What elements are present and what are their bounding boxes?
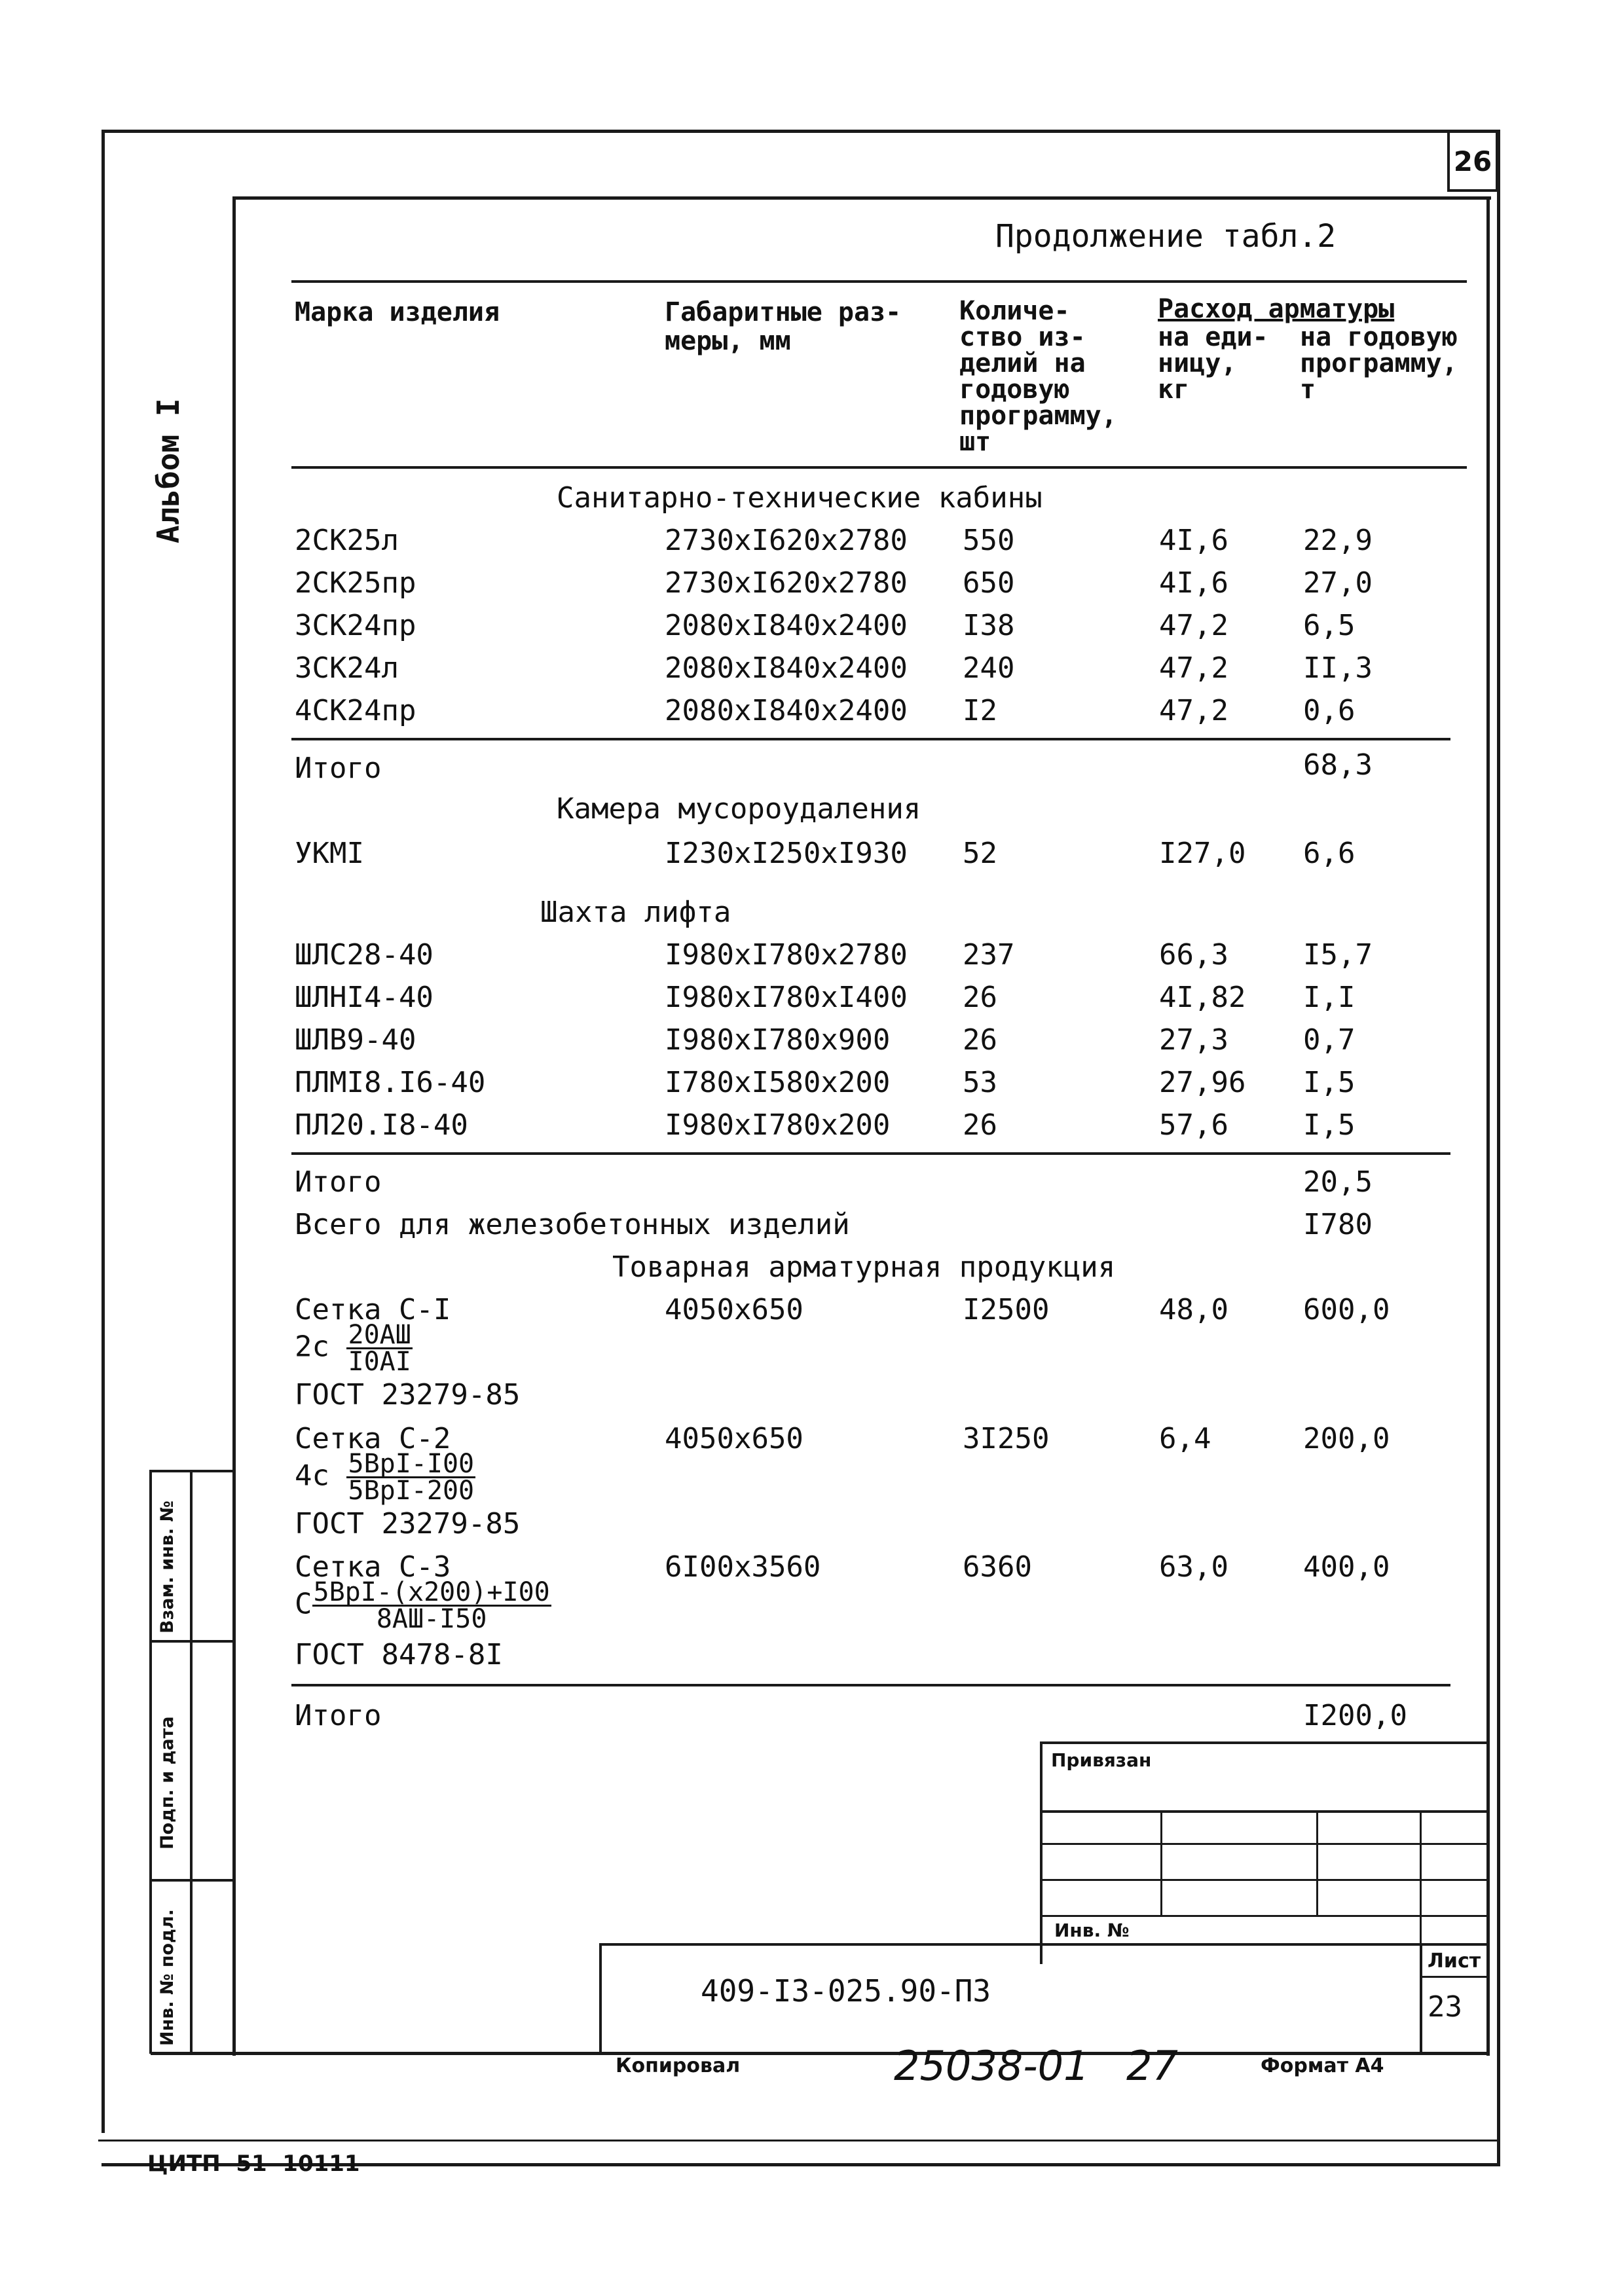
cell-mark: ПЛМI8.I6-40 bbox=[295, 1066, 486, 1099]
tb-sheet-div bbox=[1420, 1976, 1490, 1978]
cell-per-program: 0,6 bbox=[1303, 694, 1356, 727]
cell-qty: 26 bbox=[963, 1023, 997, 1057]
tb-doc-code: 409-I3-025.90-ПЗ bbox=[701, 1973, 991, 2009]
item-name: Сетка С-3 bbox=[295, 1550, 451, 1584]
footer-hand-number: 25038-01 bbox=[894, 2042, 1090, 2090]
cell-per-unit: 27,96 bbox=[1159, 1066, 1246, 1099]
cell-dims: I980хI780х900 bbox=[665, 1023, 891, 1057]
cell-dims: 2080хI840х2400 bbox=[665, 651, 908, 685]
inner-frame-left bbox=[232, 196, 236, 2056]
cell-per-program: 27,0 bbox=[1303, 566, 1373, 600]
lift-total-value: 20,5 bbox=[1303, 1165, 1373, 1199]
item-gost: ГОСТ 23279-85 bbox=[295, 1378, 521, 1412]
cell-per-program: 6,5 bbox=[1303, 609, 1356, 642]
cell-per-unit: 47,2 bbox=[1159, 609, 1228, 642]
cell-qty: I2 bbox=[963, 694, 997, 727]
outer-frame-top bbox=[101, 130, 1500, 133]
formula-denominator: 8АШ-I50 bbox=[376, 1604, 487, 1634]
cell-per-unit: 66,3 bbox=[1159, 938, 1228, 972]
cell-qty: 26 bbox=[963, 1108, 997, 1142]
header-mark: Марка изделия bbox=[295, 297, 500, 327]
page-number-top: 26 bbox=[1453, 145, 1492, 177]
cell-qty: 240 bbox=[963, 651, 1015, 685]
formula-numerator: 20АШ bbox=[348, 1320, 411, 1350]
cell-mark: УКМI bbox=[295, 837, 364, 870]
cell-per-unit: 48,0 bbox=[1159, 1293, 1228, 1326]
item-gost: ГОСТ 8478-8I bbox=[295, 1638, 503, 1671]
section-title-lift: Шахта лифта bbox=[540, 896, 731, 929]
sanitary-total-label: Итого bbox=[295, 752, 382, 785]
cell-per-unit: 27,3 bbox=[1159, 1023, 1228, 1057]
cell-dims: I980хI780х2780 bbox=[665, 938, 908, 972]
cell-mark: ШЛС28-40 bbox=[295, 938, 434, 972]
outer-frame-left bbox=[101, 130, 105, 2133]
footer-publisher: ЦИТП 51 10111 bbox=[147, 2151, 360, 2177]
side-stamp-podp: Подп. и дата bbox=[157, 1716, 177, 1850]
cell-mark: 4СК24пр bbox=[295, 694, 416, 727]
cell-per-program: I,5 bbox=[1303, 1108, 1356, 1142]
album-label: Альбом I bbox=[151, 398, 186, 543]
cell-mark: 2СК25л bbox=[295, 524, 399, 557]
cell-per-unit: 47,2 bbox=[1159, 694, 1228, 727]
outer-frame-right bbox=[1497, 130, 1500, 2166]
formula-prefix: 4с bbox=[295, 1459, 329, 1493]
cell-dims: I980хI780хI400 bbox=[665, 981, 908, 1014]
footer-rule bbox=[98, 2140, 1500, 2141]
item-name: Сетка С-I bbox=[295, 1293, 451, 1326]
cell-mark: 3СК24л bbox=[295, 651, 399, 685]
footer-copied: Копировал bbox=[616, 2054, 741, 2077]
tb-row2 bbox=[1040, 1843, 1490, 1845]
cell-qty: I2500 bbox=[963, 1293, 1050, 1326]
side-stamp-mid bbox=[190, 1470, 193, 2054]
cell-per-program: 0,7 bbox=[1303, 1023, 1356, 1057]
cell-per-unit: 6,4 bbox=[1159, 1422, 1211, 1455]
cell-dims: 2730хI620х2780 bbox=[665, 566, 908, 600]
header-rebar-group: Расход арматуры bbox=[1158, 294, 1395, 324]
tb-col1 bbox=[1160, 1810, 1162, 1916]
header-qty: Количе- ство из- делий на годовую программу, шт bbox=[959, 296, 1117, 457]
commercial-total-rule bbox=[291, 1684, 1450, 1686]
cell-dims: 2080хI840х2400 bbox=[665, 694, 908, 727]
cell-per-program: I,I bbox=[1303, 981, 1356, 1014]
cell-qty: 26 bbox=[963, 981, 997, 1014]
cell-dims: 2080хI840х2400 bbox=[665, 609, 908, 642]
tb-row1 bbox=[1040, 1810, 1490, 1813]
cell-qty: 237 bbox=[963, 938, 1015, 972]
cell-dims: 4050х650 bbox=[665, 1293, 803, 1326]
cell-dims: 6I00х3560 bbox=[665, 1550, 821, 1584]
cell-per-program: I5,7 bbox=[1303, 938, 1373, 972]
side-stamp-div2 bbox=[149, 1879, 234, 1882]
tb-code-left bbox=[599, 1943, 602, 2054]
side-stamp-left bbox=[149, 1470, 152, 2054]
side-stamp-div1 bbox=[149, 1640, 234, 1643]
cell-mark: 2СК25пр bbox=[295, 566, 416, 600]
cell-dims: I230хI250хI930 bbox=[665, 837, 908, 870]
formula-fraction bbox=[312, 1577, 551, 1634]
cell-qty: 650 bbox=[963, 566, 1015, 600]
footer-hand-page: 27 bbox=[1126, 2042, 1178, 2090]
cell-mark: ШЛВ9-40 bbox=[295, 1023, 416, 1057]
cell-per-program: 200,0 bbox=[1303, 1422, 1390, 1455]
tb-top bbox=[1040, 1741, 1490, 1744]
cell-qty: 550 bbox=[963, 524, 1015, 557]
tb-sheet-label: Лист bbox=[1428, 1950, 1481, 1973]
section-title-commercial: Товарная арматурная продукция bbox=[612, 1250, 1116, 1284]
footer-format: Формат А4 bbox=[1261, 2054, 1384, 2077]
tb-sheet-left bbox=[1420, 1943, 1422, 2054]
cell-per-unit: 4I,6 bbox=[1159, 566, 1228, 600]
cell-dims: I780хI580х200 bbox=[665, 1066, 891, 1099]
cell-qty: 52 bbox=[963, 837, 997, 870]
header-bottom-rule bbox=[291, 466, 1467, 469]
tb-privyazan: Привязан bbox=[1051, 1749, 1152, 1771]
side-stamp-inv: Инв. № подл. bbox=[157, 1909, 177, 2046]
cell-mark: 3СК24пр bbox=[295, 609, 416, 642]
formula-numerator: 5ВрI-I00 bbox=[348, 1449, 475, 1479]
table-continuation-title: Продолжение табл.2 bbox=[995, 218, 1337, 255]
lift-total-label: Итого bbox=[295, 1165, 382, 1199]
sanitary-total-rule bbox=[291, 738, 1450, 740]
lift-total-rule bbox=[291, 1152, 1450, 1155]
item-formula bbox=[295, 1577, 551, 1634]
cell-per-unit: 4I,6 bbox=[1159, 524, 1228, 557]
header-per-unit: на еди- ницу, кг bbox=[1158, 322, 1268, 405]
item-formula bbox=[295, 1320, 413, 1377]
tb-row4 bbox=[1040, 1915, 1490, 1917]
header-dims: Габаритные раз- меры, мм bbox=[665, 297, 902, 356]
header-per-program: на годовую программу, т bbox=[1300, 322, 1458, 405]
formula-fraction bbox=[346, 1449, 475, 1506]
tb-col2 bbox=[1316, 1810, 1318, 1916]
cell-per-program: 600,0 bbox=[1303, 1293, 1390, 1326]
cell-dims: I980хI780х200 bbox=[665, 1108, 891, 1142]
tb-sheet-no: 23 bbox=[1428, 1990, 1462, 2024]
cell-per-unit: 57,6 bbox=[1159, 1108, 1228, 1142]
cell-qty: 53 bbox=[963, 1066, 997, 1099]
formula-denominator: 5ВрI-200 bbox=[348, 1476, 475, 1506]
cell-mark: ШЛНI4-40 bbox=[295, 981, 434, 1014]
cell-per-unit: 4I,82 bbox=[1159, 981, 1246, 1014]
inner-frame-top bbox=[232, 196, 1491, 200]
cell-qty: 3I250 bbox=[963, 1422, 1050, 1455]
grand-total-value: I780 bbox=[1303, 1208, 1373, 1241]
tb-code-top bbox=[599, 1943, 1490, 1946]
cell-per-unit: 63,0 bbox=[1159, 1550, 1228, 1584]
formula-prefix: 2с bbox=[295, 1330, 329, 1364]
tb-inv-no: Инв. № bbox=[1054, 1920, 1130, 1941]
cell-per-program: 400,0 bbox=[1303, 1550, 1390, 1584]
commercial-total-label: Итого bbox=[295, 1699, 382, 1732]
formula-fraction bbox=[346, 1320, 412, 1377]
page-number-box bbox=[1447, 130, 1498, 192]
section-title-sanitary: Санитарно-технические кабины bbox=[557, 481, 1043, 515]
item-gost: ГОСТ 23279-85 bbox=[295, 1507, 521, 1540]
section-title-garbage: Камера мусороудаления bbox=[557, 792, 921, 826]
formula-denominator: I0АI bbox=[348, 1347, 411, 1377]
formula-numerator: 5ВрI-(х200)+I00 bbox=[313, 1577, 550, 1607]
grand-total-label: Всего для железобетонных изделий bbox=[295, 1208, 850, 1241]
cell-dims: 2730хI620х2780 bbox=[665, 524, 908, 557]
cell-per-program: 6,6 bbox=[1303, 837, 1356, 870]
inner-frame-right bbox=[1486, 196, 1490, 2056]
cell-per-unit: 47,2 bbox=[1159, 651, 1228, 685]
cell-per-program: II,3 bbox=[1303, 651, 1373, 685]
tb-col3 bbox=[1420, 1810, 1422, 1964]
cell-per-program: I,5 bbox=[1303, 1066, 1356, 1099]
cell-per-unit: I27,0 bbox=[1159, 837, 1246, 870]
cell-per-program: 22,9 bbox=[1303, 524, 1373, 557]
tb-row3 bbox=[1040, 1879, 1490, 1881]
formula-prefix: С bbox=[295, 1587, 312, 1621]
tb-left bbox=[1040, 1741, 1043, 1964]
item-name: Сетка С-2 bbox=[295, 1422, 451, 1455]
commercial-total-value: I200,0 bbox=[1303, 1699, 1407, 1732]
side-stamp-top bbox=[149, 1470, 234, 1472]
cell-qty: I38 bbox=[963, 609, 1015, 642]
sanitary-total-value: 68,3 bbox=[1303, 748, 1373, 782]
header-top-rule bbox=[291, 280, 1467, 283]
cell-mark: ПЛ20.I8-40 bbox=[295, 1108, 468, 1142]
cell-dims: 4050х650 bbox=[665, 1422, 803, 1455]
side-stamp-vzam: Взам. инв. № bbox=[157, 1500, 177, 1633]
cell-qty: 6360 bbox=[963, 1550, 1032, 1584]
item-formula bbox=[295, 1449, 475, 1506]
